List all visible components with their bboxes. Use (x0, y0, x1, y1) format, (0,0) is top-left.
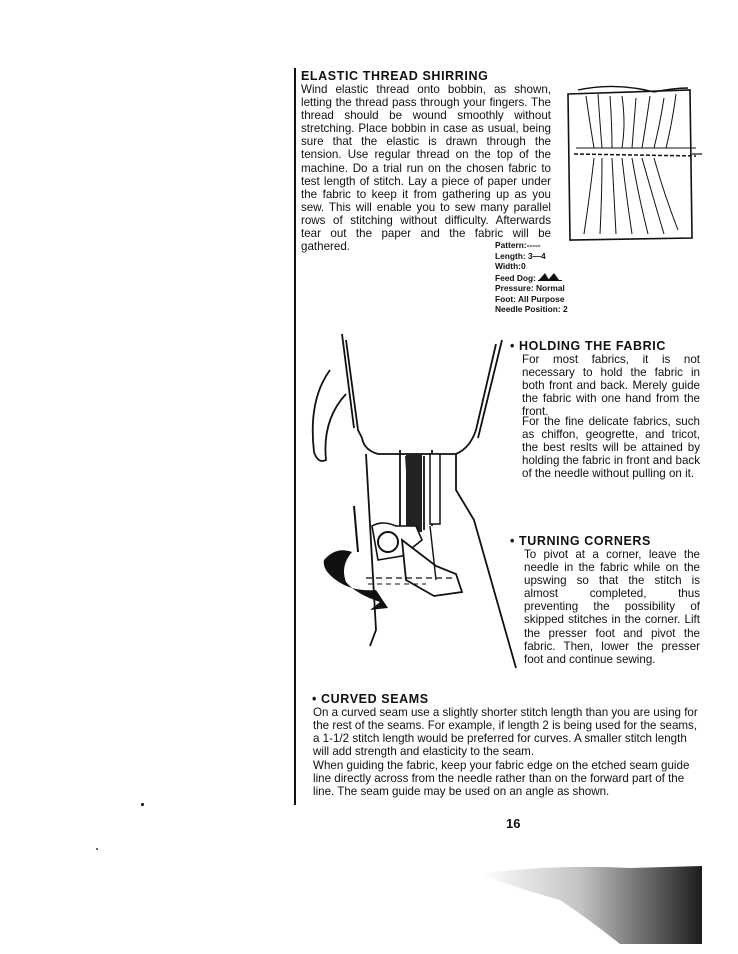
setting-pressure: Pressure: Normal (495, 283, 565, 293)
setting-foot: Foot: All Purpose (495, 293, 565, 304)
sewing-machine-illustration (306, 330, 518, 670)
elastic-heading: ELASTIC THREAD SHIRRING (301, 69, 489, 83)
machine-settings (495, 240, 568, 315)
setting-feed-dog-row (495, 272, 568, 284)
turning-heading: • TURNING CORNERS (510, 534, 651, 548)
curved-body-2: When guiding the fabric, keep your fabric edge on the etched seam guide line directly across from the needle rather than on the forward part of the line. The seam guide may be used on an angle as shown. (313, 759, 690, 799)
curved-heading: • CURVED SEAMS (312, 692, 429, 706)
setting-width: Width:0 (495, 261, 526, 271)
holding-body-1: For most fabrics, it is not necessary to hold the fabric in both front and back. Merely guide the fabric with one hand from the front. (522, 353, 700, 419)
elastic-body: Wind elastic thread onto bobbin, as shown, letting the thread pass through your fingers. The thread should be wound smoothly without stretching. Place bobbin in case as usual, being sure that the elastic is drawn through the tension. Use regular thread on the top of the machine. Do a trial run on the chosen fabric to test length of stitch. Lay a piece of paper under the fabric to keep it from gathering up as you sew. This will enable you to sew many parallel rows of stitching without difficulty. Afterwards tear out the paper and the fabric will be gathered. (301, 83, 551, 254)
curved-body-1: On a curved seam use a slightly shorter stitch length than you are using for the rest of the seams. For example, if length 2 is being used for the seams, a 1-1/2 stitch length would be preferred for curves. A smaller stitch length will add strength and elasticity to the seam. (313, 706, 698, 759)
shirred-fabric-illustration (556, 84, 702, 244)
setting-feed-dog: Feed Dog: (495, 272, 536, 283)
setting-needle-position: Needle Position: 2 (495, 304, 568, 314)
setting-length: Length: 3—4 (495, 250, 546, 261)
page-number: 16 (506, 816, 521, 831)
margin-rule (294, 68, 296, 805)
scan-dot (141, 803, 144, 806)
holding-heading: • HOLDING THE FABRIC (510, 339, 666, 353)
scan-dot (96, 848, 98, 850)
turning-body: To pivot at a corner, leave the needle in the fabric while on the upswing so that the stitch is almost completed, thus preventing the possibility of skipped stitches in the corner. Lift the presser foot and pivot the fabric. Then, lower the presser foot and continue sewing. (524, 548, 700, 666)
setting-pattern: Pattern:----- (495, 240, 541, 250)
scan-smudge (470, 860, 702, 944)
holding-body-2: For the fine delicate fabrics, such as chiffon, geogrette, and tricot, the best reslts will be attained by holding the fabric in front and back of the needle without pulling on it. (522, 415, 700, 481)
feed-dog-icon (538, 272, 562, 281)
